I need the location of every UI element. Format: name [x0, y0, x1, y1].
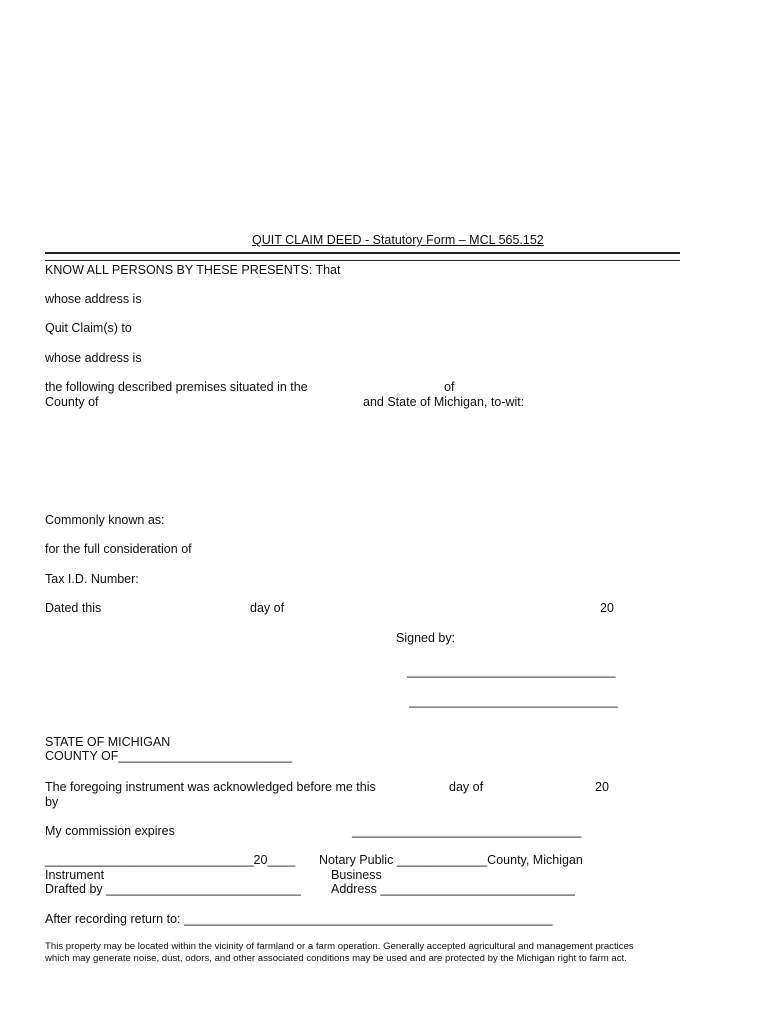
commission-label: My commission expires [45, 824, 175, 838]
dated-year-label: 20 [600, 601, 614, 615]
county-heading: COUNTY OF_________________________ [45, 749, 293, 763]
notary-public-label: Notary Public _____________County, Michigan [319, 853, 583, 867]
title-divider-bottom [45, 260, 680, 261]
consideration-label: for the full consideration of [45, 542, 192, 556]
business-label: Business [331, 868, 382, 882]
state-to-wit-label: and State of Michigan, to-wit: [363, 395, 525, 409]
dated-this-label: Dated this [45, 601, 102, 615]
instrument-blank-line: ______________________________20____ [45, 853, 296, 867]
county-of-label: County of [45, 395, 99, 409]
instrument-label: Instrument [45, 868, 105, 882]
ack-by-label: by [45, 795, 59, 809]
premises-label: the following described premises situated in the [45, 380, 308, 394]
ack-day-of-label: day of [449, 780, 484, 794]
return-to-label: After recording return to: _____________________________________________________ [45, 912, 553, 926]
grantor-address-label: whose address is [45, 292, 142, 306]
commission-line: _________________________________ [352, 824, 582, 838]
page-title: QUIT CLAIM DEED - Statutory Form – MCL 565.152 [252, 233, 544, 247]
grantee-address-label: whose address is [45, 351, 142, 365]
intro-text: KNOW ALL PERSONS BY THESE PRESENTS: That [45, 263, 341, 277]
title-divider-top [45, 252, 680, 254]
drafted-by-label: Drafted by ____________________________ [45, 882, 301, 896]
tax-id-label: Tax I.D. Number: [45, 572, 139, 586]
farmland-notice: This property may be located within the vicinity of farmland or a farm operation. Generally accepted agricultural and management practices which may generate noise, dust, odors, and other associated conditions may be used and are protected by the Michigan right to farm act. [45, 941, 634, 964]
signature-line-2: ______________________________ [409, 694, 618, 708]
acknowledgment-text: The foregoing instrument was acknowledged before me this [45, 780, 376, 794]
signed-by-label: Signed by: [396, 631, 456, 645]
state-heading: STATE OF MICHIGAN [45, 735, 171, 749]
ack-year-label: 20 [595, 780, 609, 794]
quit-claim-to-label: Quit Claim(s) to [45, 321, 132, 335]
commonly-known-label: Commonly known as: [45, 513, 165, 527]
address-label: Address ____________________________ [331, 882, 575, 896]
dated-day-of-label: day of [250, 601, 285, 615]
signature-line-1: ______________________________ [407, 664, 616, 678]
premises-of-label: of [444, 380, 455, 394]
